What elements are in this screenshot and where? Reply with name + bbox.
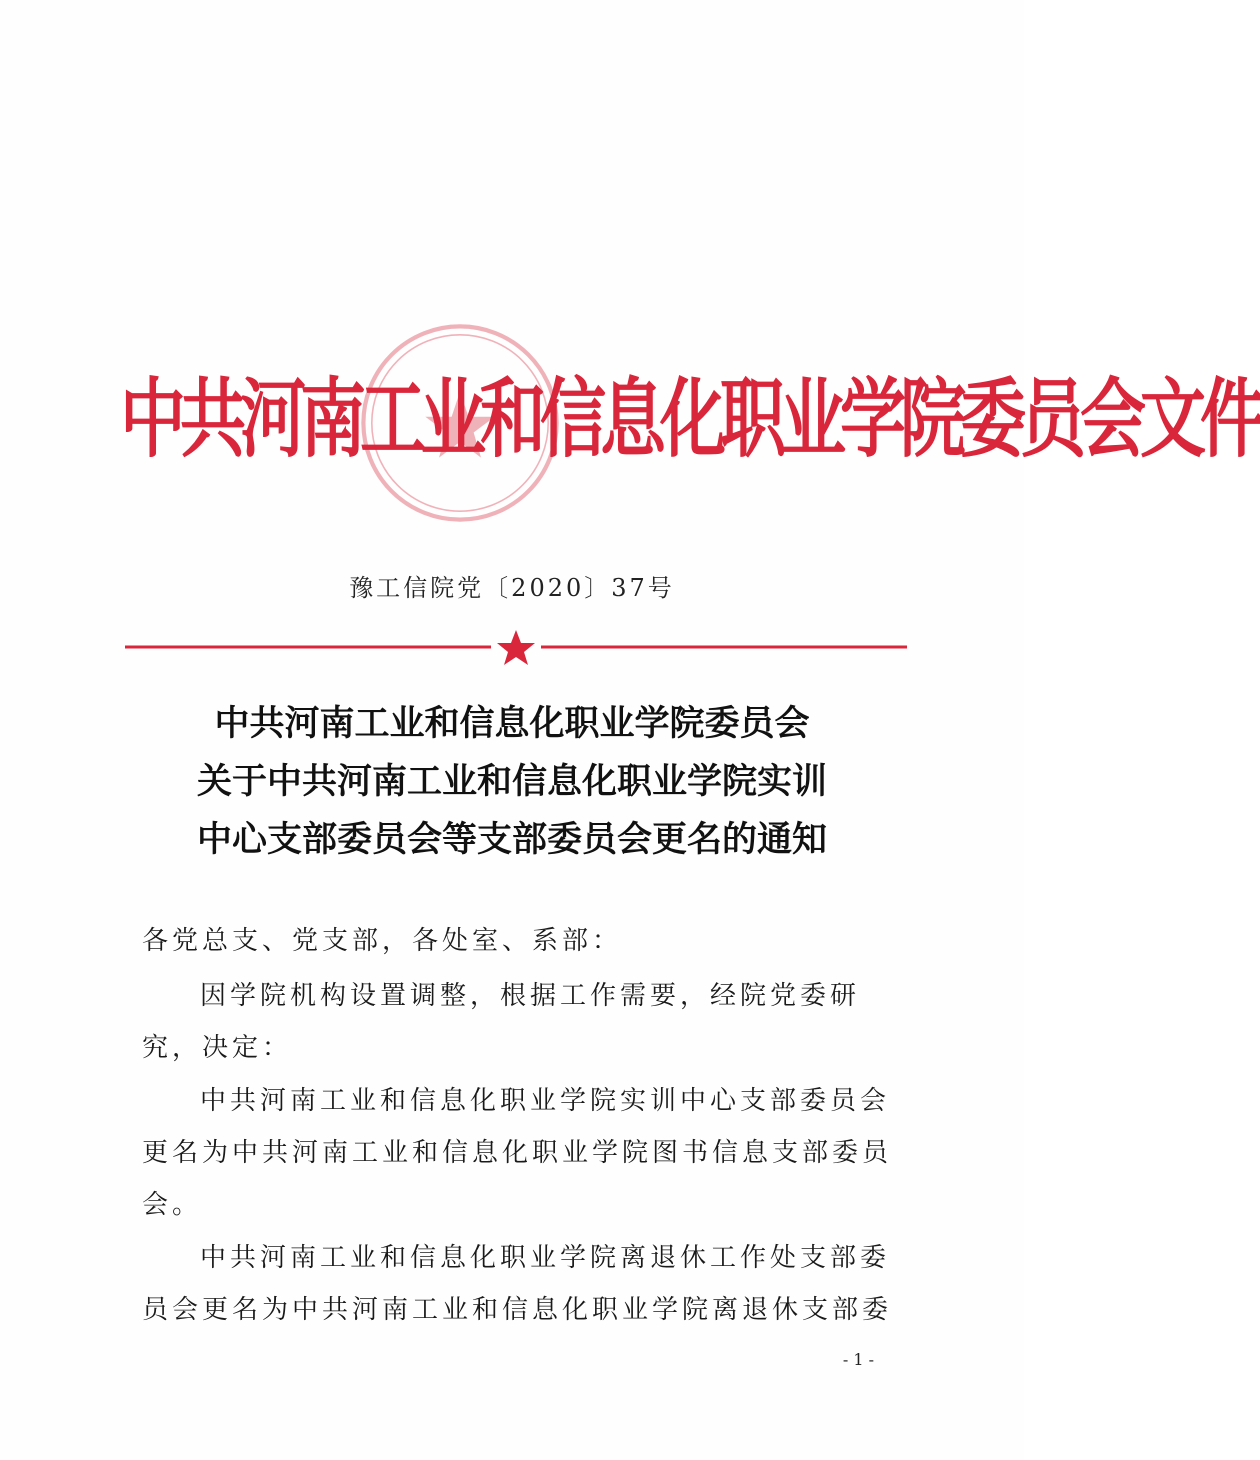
body-paragraph: 因学院机构设置调整，根据工作需要，经院党委研究，决定： [142, 981, 861, 1063]
notice-title-line: 中共河南工业和信息化职业学院委员会 [214, 704, 810, 744]
page-number: - 1 - [842, 1350, 874, 1369]
notice-title-line: 中心支部委员会等支部委员会更名的通知 [196, 820, 827, 860]
body-paragraph: 中共河南工业和信息化职业学院实训中心支部委员会更名为中共河南工业和信息化职业学院图书信息支部委员会。 [142, 1086, 893, 1220]
document-header-title: 中共河南工业和信息化职业学院委员会文件 [120, 369, 1260, 470]
notice-title [0, 695, 1024, 869]
red-divider [125, 628, 907, 668]
notice-title-line: 关于中共河南工业和信息化职业学院实训 [196, 762, 827, 802]
salutation: 各党总支、党支部，各处室、系部： [142, 926, 623, 956]
document-number: 豫工信院党〔2020〕37号 [349, 574, 675, 602]
body-paragraph: 中共河南工业和信息化职业学院离退休工作处支部委员会更名为中共河南工业和信息化职业学院离退休支部委 [142, 1243, 893, 1325]
star-icon [497, 630, 535, 665]
